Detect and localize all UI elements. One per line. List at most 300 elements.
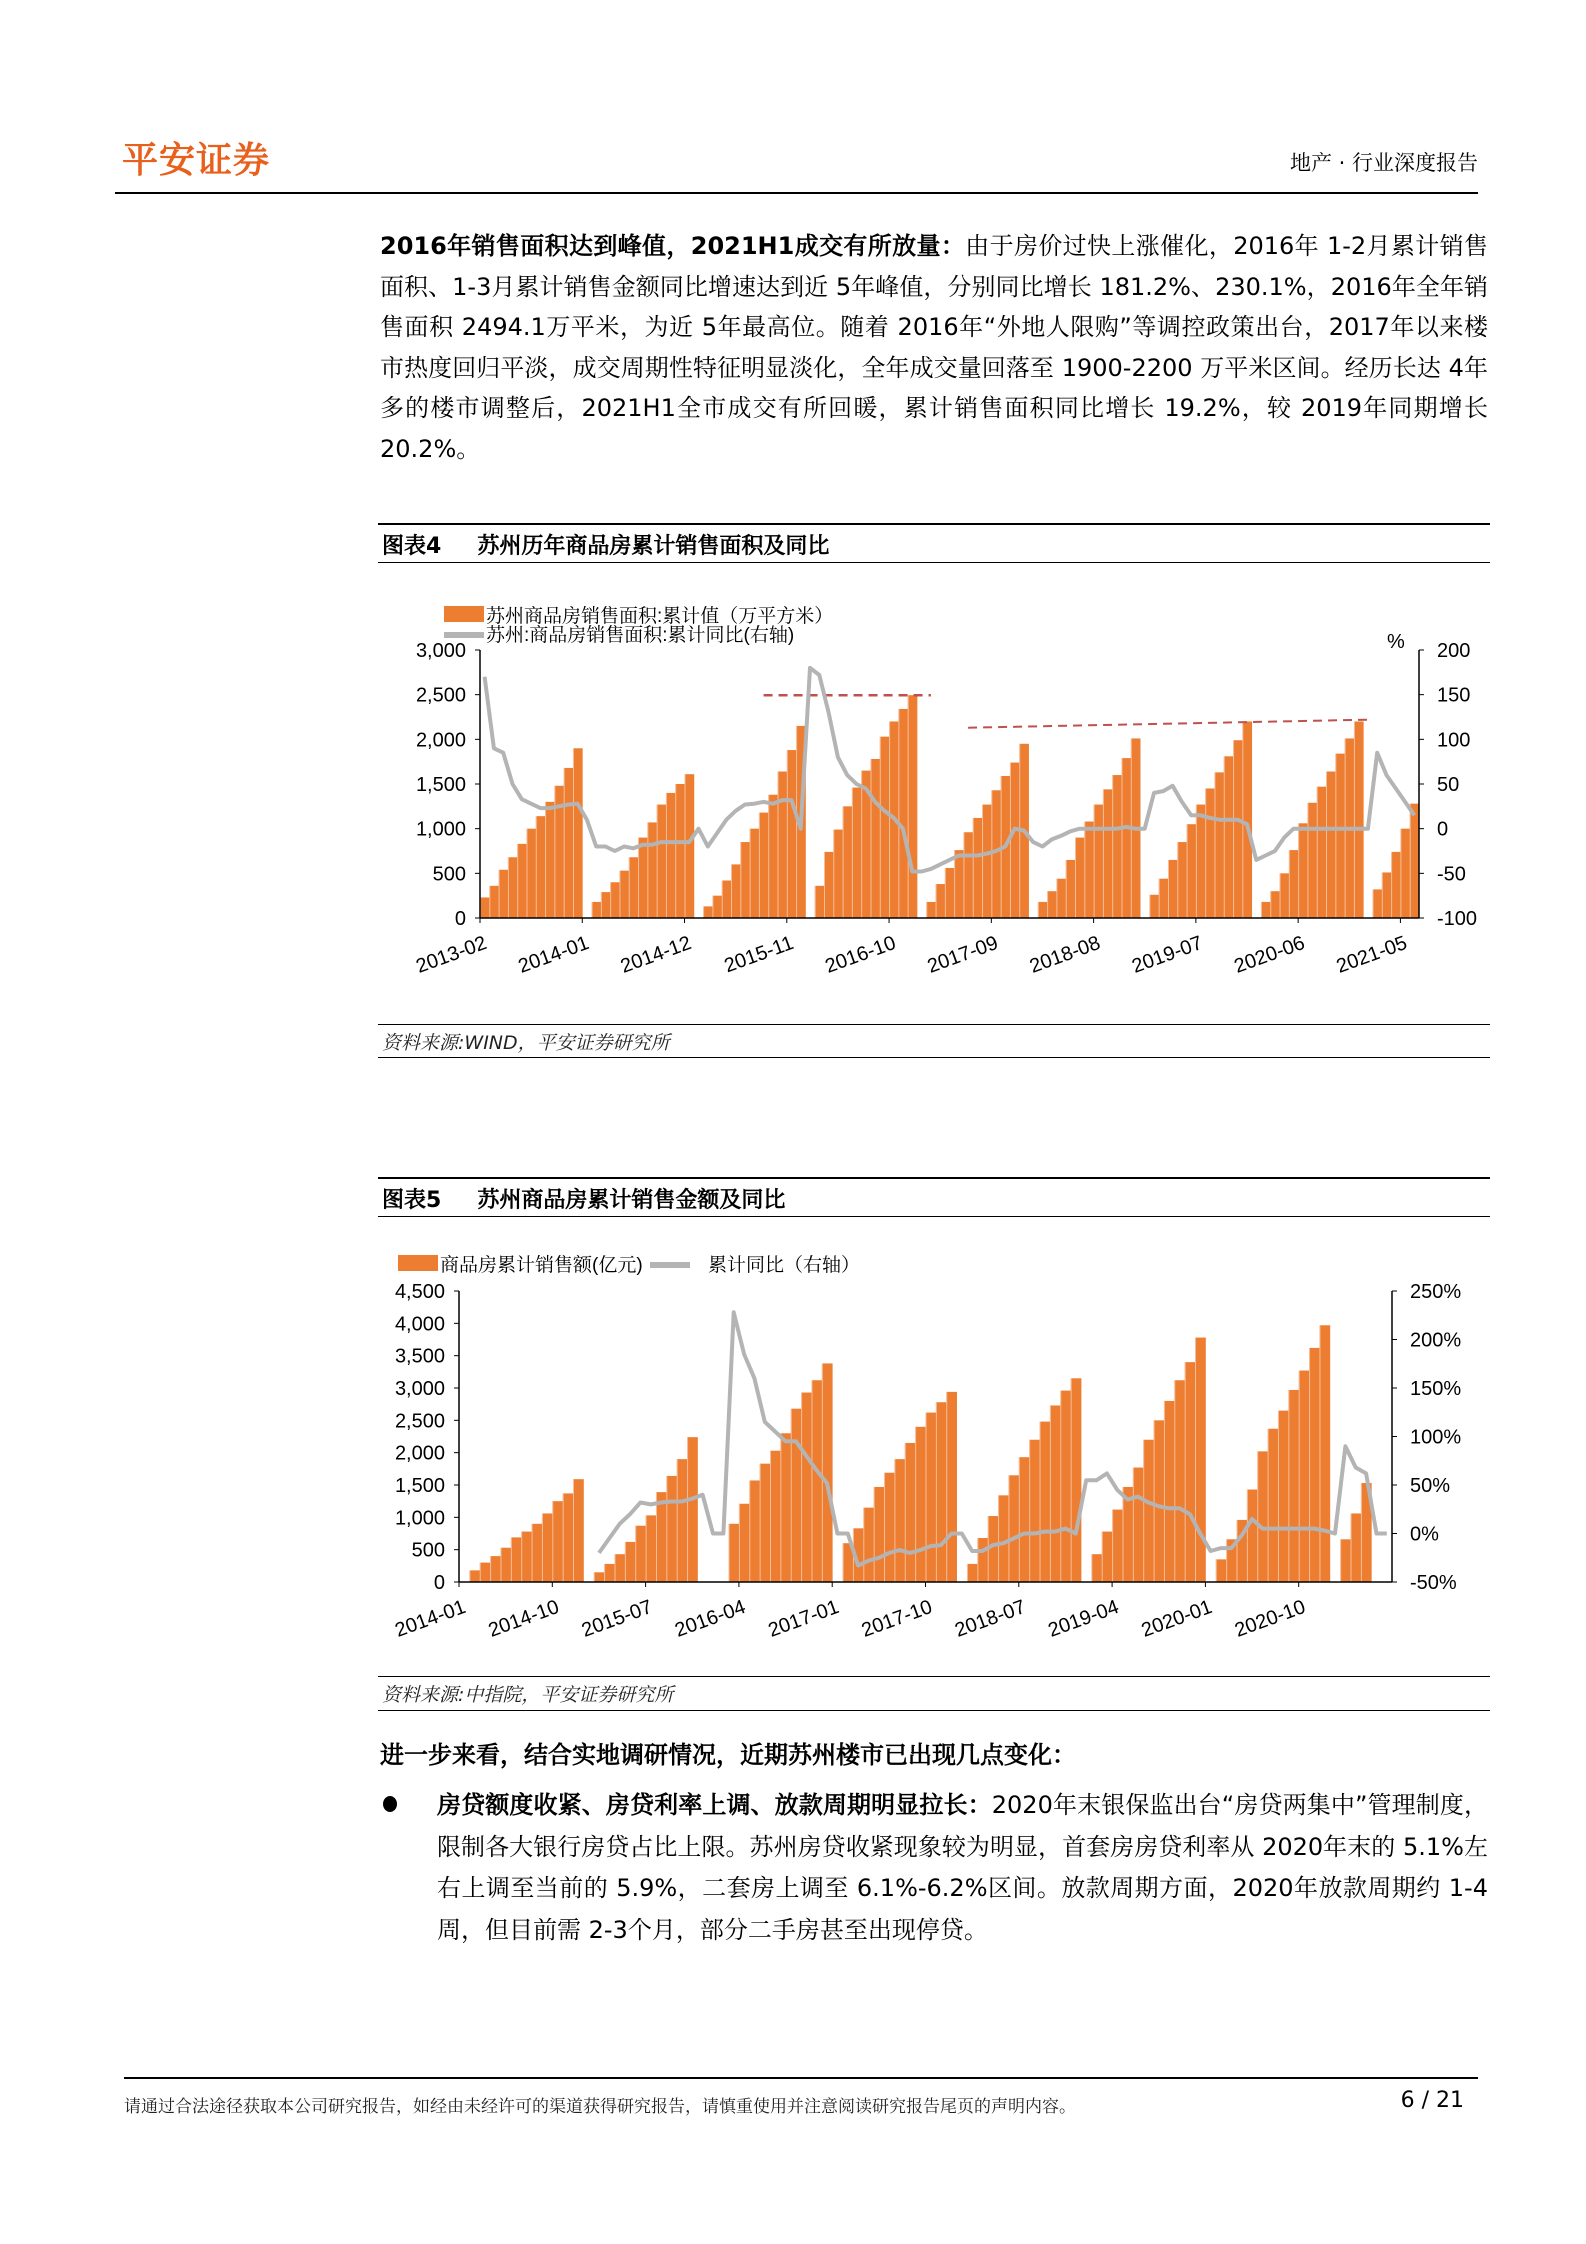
bar-separator	[884, 1473, 885, 1582]
bar	[1056, 879, 1066, 918]
bar-separator	[1133, 1468, 1134, 1582]
bar-separator	[787, 750, 788, 918]
bar-separator	[1205, 788, 1206, 918]
bar-separator	[1289, 850, 1290, 918]
bar	[1242, 721, 1252, 918]
right-tick-label: 250%	[1410, 1281, 1462, 1303]
bar-separator	[629, 857, 630, 918]
bar-separator	[843, 806, 844, 918]
right-tick-label: -50%	[1410, 1572, 1457, 1594]
bar-separator	[1047, 891, 1048, 918]
right-tick-label: 50	[1437, 774, 1460, 796]
x-tick-label: 2018-07	[952, 1596, 1029, 1642]
bar	[768, 795, 778, 918]
bar-separator	[954, 850, 955, 918]
bar	[811, 1380, 822, 1582]
bar	[1382, 872, 1392, 918]
legend-bar-swatch	[444, 606, 484, 622]
bar-separator	[1154, 1420, 1155, 1582]
bar-separator	[1340, 1539, 1341, 1582]
x-tick-label: 2020-06	[1231, 932, 1308, 978]
bar	[1121, 758, 1131, 918]
fig5-bottom-rule	[378, 1710, 1490, 1711]
bar	[750, 829, 760, 918]
bar	[1168, 860, 1178, 918]
bar	[1224, 756, 1234, 918]
bar-separator	[926, 902, 927, 918]
bar-separator	[811, 1380, 812, 1582]
bar	[739, 1504, 750, 1582]
bar-separator	[1196, 805, 1197, 918]
x-tick-label: 2016-04	[672, 1596, 749, 1642]
bar	[926, 902, 936, 918]
bar-separator	[833, 830, 834, 918]
bar	[973, 818, 983, 918]
left-tick-label: 2,000	[394, 1442, 445, 1465]
report-section: 地产 · 行业深度报告	[1289, 151, 1478, 175]
x-tick-label: 2017-09	[924, 932, 1002, 978]
bar-separator	[526, 829, 527, 918]
bullet-lead: 房贷额度收紧、房贷利率上调、放款周期明显拉长：	[437, 1791, 992, 1819]
x-tick-label: 2019-04	[1045, 1596, 1122, 1642]
bar-separator	[750, 829, 751, 918]
bar	[1084, 822, 1094, 918]
bar	[563, 1493, 574, 1582]
bar-separator	[1410, 804, 1411, 918]
bar	[666, 793, 676, 918]
bar-separator	[499, 870, 500, 918]
bar	[1280, 873, 1290, 918]
bar-separator	[511, 1537, 512, 1582]
right-tick-label: -100	[1437, 908, 1478, 930]
x-tick-label: 2015-11	[721, 932, 797, 978]
bar	[1164, 1401, 1175, 1582]
x-tick-label: 2019-07	[1129, 932, 1206, 978]
bar-separator	[731, 864, 732, 918]
left-tick-label: 1,000	[415, 818, 466, 841]
bar-separator	[657, 805, 658, 918]
bar	[1391, 852, 1401, 918]
bar	[1335, 754, 1345, 918]
right-tick-label: 100	[1437, 729, 1471, 752]
bar	[1047, 891, 1057, 918]
bar-separator	[870, 759, 871, 918]
bar	[1326, 771, 1336, 918]
bar	[1075, 838, 1085, 918]
right-tick-label: 0	[1437, 818, 1449, 841]
bar-separator	[1361, 1483, 1362, 1582]
bullet-body: 2020年末银保监出台“房贷两集中”管理制度，限制各大银行房贷占比上限。苏州房贷收紧现象较为明显，首套房房贷利率从 2020年末的 5.1%左右上调至当前的 5.9%，二套房上调至 6.1%-6.2%区间。放款周期方面，2020年放款周期约 1-4周，但目前需 2-3个月，部分二手房甚至出现停贷。	[437, 1791, 1488, 1944]
bar	[787, 750, 797, 918]
bar-separator	[1247, 1490, 1248, 1582]
bar-separator	[1214, 772, 1215, 918]
bar-separator	[500, 1548, 501, 1582]
bar	[1288, 1390, 1299, 1582]
bar	[1205, 788, 1215, 918]
bar-separator	[1307, 803, 1308, 918]
bar	[542, 1513, 553, 1582]
bar	[791, 1409, 802, 1582]
page-number: 6 / 21	[1400, 2088, 1464, 2113]
bar	[759, 813, 769, 918]
bar-separator	[542, 1513, 543, 1582]
x-tick-label: 2021-05	[1333, 932, 1411, 978]
bar	[1091, 1554, 1102, 1582]
bar-separator	[1071, 1378, 1072, 1582]
bar	[1298, 823, 1308, 918]
bar-separator	[1094, 805, 1095, 918]
right-tick-label: 0%	[1410, 1523, 1439, 1546]
bar	[1247, 1490, 1258, 1582]
bar	[545, 802, 555, 918]
bar	[967, 1564, 978, 1582]
bar	[657, 805, 667, 918]
bar-separator	[573, 748, 574, 918]
bar-separator	[880, 737, 881, 918]
left-tick-label: 1,500	[415, 774, 466, 796]
bar-separator	[604, 1564, 605, 1582]
bar	[749, 1480, 760, 1582]
bar-separator	[489, 886, 490, 918]
bar	[1040, 1422, 1051, 1582]
bar	[635, 1526, 646, 1582]
bar-separator	[685, 774, 686, 918]
bar-separator	[759, 813, 760, 918]
bar-separator	[915, 1427, 916, 1582]
bar-separator	[687, 1437, 688, 1582]
left-tick-label: 500	[432, 863, 466, 886]
fig4-source-rule	[378, 1024, 1490, 1025]
bar-separator	[1185, 1362, 1186, 1582]
bar-separator	[1268, 1429, 1269, 1582]
legend-bar-label: 苏州商品房销售面积:累计值（万平方米）	[486, 606, 834, 627]
bar	[526, 829, 536, 918]
brand-logo: 平安证券	[122, 140, 271, 181]
x-tick-label: 2013-02	[413, 932, 490, 978]
bar-separator	[666, 1476, 667, 1582]
bar-separator	[822, 1363, 823, 1582]
bar-separator	[936, 884, 937, 918]
bar-separator	[1270, 891, 1271, 918]
bar	[1159, 879, 1169, 918]
bar-separator	[1112, 1510, 1113, 1582]
bar	[517, 844, 527, 918]
bar	[573, 748, 583, 918]
bar-separator	[517, 844, 518, 918]
left-tick-label: 3,000	[415, 640, 466, 662]
paragraph-lead: 2016年销售面积达到峰值，2021H1成交有所放量：	[380, 232, 966, 260]
bar-separator	[656, 1492, 657, 1582]
bar	[1185, 1362, 1196, 1582]
bar	[647, 822, 657, 918]
bar	[1317, 787, 1327, 918]
paragraph-changes-intro: 进一步来看，结合实地调研情况，近期苏州楼市已出现几点变化：	[380, 1741, 1076, 1769]
fig4-bottom-rule	[378, 1057, 1490, 1058]
bar	[1410, 804, 1420, 918]
bar-separator	[675, 784, 676, 918]
bar	[824, 852, 834, 918]
fig5-title-rule	[378, 1216, 1490, 1217]
bar	[629, 857, 639, 918]
bar	[521, 1532, 532, 1582]
bar	[1038, 902, 1048, 918]
bar	[1060, 1391, 1071, 1582]
right-tick-label: 50%	[1410, 1475, 1451, 1497]
left-tick-label: 500	[411, 1539, 445, 1562]
fig4-top-rule	[378, 523, 1490, 525]
bar-separator	[801, 1393, 802, 1582]
bar	[1257, 1451, 1268, 1582]
bar	[594, 1572, 605, 1582]
left-tick-label: 3,000	[394, 1378, 445, 1400]
bar-separator	[1319, 1325, 1320, 1582]
bar	[1214, 772, 1224, 918]
bar	[532, 1524, 543, 1582]
bar	[646, 1515, 657, 1582]
bar-separator	[1195, 1338, 1196, 1582]
bar	[898, 709, 908, 918]
bar-separator	[1038, 902, 1039, 918]
bar	[1373, 889, 1383, 918]
bar-separator	[1159, 879, 1160, 918]
bar-separator	[552, 1501, 553, 1582]
bar	[863, 1508, 874, 1582]
bar-separator	[573, 1479, 574, 1582]
bar-separator	[1299, 1371, 1300, 1582]
bar	[874, 1487, 885, 1582]
fig5-source: 资料来源:中指院，平安证券研究所	[382, 1684, 674, 1706]
bar-separator	[963, 832, 964, 918]
fig5-chart	[378, 1240, 1490, 1670]
bar-separator	[1174, 1380, 1175, 1582]
bar	[982, 805, 992, 918]
bar	[1299, 1371, 1310, 1582]
bar	[490, 1556, 501, 1582]
bar-separator	[843, 1543, 844, 1582]
fig5-title-text: 苏州商品房累计销售金额及同比	[477, 1188, 786, 1213]
right-axis-unit: %	[1387, 631, 1405, 653]
x-tick-label: 2014-01	[515, 932, 592, 978]
bar-separator	[1121, 758, 1122, 918]
bar	[666, 1476, 677, 1582]
x-tick-label: 2014-01	[392, 1596, 469, 1642]
x-tick-label: 2017-01	[765, 1596, 842, 1642]
bar-separator	[739, 1504, 740, 1582]
bar	[677, 1459, 688, 1582]
bar	[1216, 1559, 1227, 1582]
bar-separator	[768, 795, 769, 918]
bar	[500, 1548, 511, 1582]
bar	[573, 1479, 584, 1582]
bar-separator	[1373, 889, 1374, 918]
bar-separator	[646, 1515, 647, 1582]
paragraph-body: 由于房价过快上涨催化，2016年 1-2月累计销售面积、1-3月累计销售金额同比增速达到近 5年峰值，分别同比增长 181.2%、230.1%，2016年全年销售面积 2494.1万平米，为近 5年最高位。随着 2016年“外地人限购”等调控政策出台，2017年以来楼市热度回归平淡，成交周期性特征明显淡化，全年成交量回落至 1900-2200 万平米区间。经历长达 4年多的楼市调整后，2021H1全市成交有所回暖，累计销售面积同比增长 19.2%，较 2019年同期增长 20.2%。	[380, 232, 1488, 463]
bar	[1340, 1539, 1351, 1582]
bar	[1268, 1429, 1279, 1582]
bar	[1319, 1325, 1330, 1582]
bar	[675, 784, 685, 918]
bar	[619, 871, 629, 918]
bar	[908, 695, 918, 918]
bar	[656, 1492, 667, 1582]
bar-separator	[563, 1493, 564, 1582]
header-divider	[115, 192, 1478, 194]
bar	[638, 838, 648, 918]
fig5-top-rule	[378, 1177, 1490, 1179]
bar	[998, 1495, 1009, 1582]
bar	[926, 1413, 937, 1582]
bar-separator	[1029, 1440, 1030, 1582]
bar	[1133, 1468, 1144, 1582]
bar	[843, 806, 853, 918]
bar	[1143, 1440, 1154, 1582]
fig4-label: 图表4	[382, 534, 442, 559]
bar	[687, 1437, 698, 1582]
bar-separator	[610, 882, 611, 918]
bar-separator	[1164, 1401, 1165, 1582]
bar	[915, 1427, 926, 1582]
bar	[1289, 850, 1299, 918]
bar-separator	[480, 1563, 481, 1582]
bar-separator	[1278, 1411, 1279, 1582]
bar-separator	[1050, 1405, 1051, 1582]
bar-separator	[1257, 1451, 1258, 1582]
bar-separator	[635, 1526, 636, 1582]
bar	[870, 759, 880, 918]
bar-separator	[945, 868, 946, 918]
bar	[1154, 1420, 1165, 1582]
left-tick-label: 3,500	[394, 1345, 445, 1368]
bar-separator	[1298, 823, 1299, 918]
left-tick-label: 1,500	[394, 1475, 445, 1497]
bar	[1029, 1440, 1040, 1582]
yoy-line	[485, 668, 1415, 872]
bar	[712, 896, 722, 918]
bar-separator	[1112, 775, 1113, 918]
bar	[610, 882, 620, 918]
bar	[954, 850, 964, 918]
bar-separator	[1351, 1513, 1352, 1582]
bar-separator	[1103, 789, 1104, 918]
bar-separator	[1008, 1475, 1009, 1582]
bar	[489, 886, 499, 918]
bar-separator	[532, 1524, 533, 1582]
bar-separator	[1149, 895, 1150, 918]
bar	[469, 1570, 480, 1582]
bar	[936, 1402, 947, 1582]
bar-separator	[1288, 1390, 1289, 1582]
bar-separator	[926, 1413, 927, 1582]
bar	[946, 1392, 957, 1582]
bar	[1177, 842, 1187, 918]
bar-separator	[1391, 852, 1392, 918]
bar-separator	[545, 802, 546, 918]
bar-separator	[1400, 829, 1401, 918]
right-tick-label: 200%	[1410, 1329, 1462, 1352]
bar	[1309, 1348, 1320, 1582]
bar-separator	[874, 1487, 875, 1582]
fig5-source-rule	[378, 1676, 1490, 1677]
bar	[852, 788, 862, 918]
left-tick-label: 4,500	[394, 1281, 445, 1303]
bar	[480, 1563, 491, 1582]
legend-line-label: 苏州:商品房销售面积:累计同比(右轴)	[486, 625, 795, 646]
bar-separator	[1261, 902, 1262, 918]
bar-separator	[601, 892, 602, 918]
bar	[480, 897, 490, 918]
bar-separator	[770, 1451, 771, 1582]
bar-separator	[1237, 1520, 1238, 1582]
bar	[884, 1473, 895, 1582]
bar-separator	[638, 838, 639, 918]
bar-separator	[1280, 873, 1281, 918]
bar	[499, 870, 509, 918]
legend-bar-swatch	[398, 1255, 438, 1271]
left-tick-label: 0	[454, 908, 466, 930]
bar	[703, 906, 713, 918]
x-tick-label: 2016-10	[822, 932, 899, 978]
bar	[1174, 1380, 1185, 1582]
bar	[936, 884, 946, 918]
bar-separator	[1226, 1539, 1227, 1582]
bar	[536, 816, 546, 918]
bar	[880, 737, 890, 918]
fig5-label: 图表5	[382, 1188, 442, 1213]
x-tick-label: 2020-01	[1138, 1596, 1216, 1642]
bar	[601, 892, 611, 918]
bar	[815, 886, 825, 918]
bar-separator	[740, 842, 741, 918]
bar	[1066, 860, 1076, 918]
bar	[1103, 789, 1113, 918]
bar-separator	[861, 771, 862, 918]
bar-separator	[594, 1572, 595, 1582]
bar	[1196, 805, 1206, 918]
bullet-mortgage	[437, 1785, 1488, 1951]
fig4-title	[382, 529, 865, 560]
bar-separator	[1177, 842, 1178, 918]
bar	[780, 1433, 791, 1582]
bar	[1094, 805, 1104, 918]
bar	[552, 1501, 563, 1582]
bar	[905, 1443, 916, 1582]
left-tick-label: 2,000	[415, 729, 466, 752]
bar-separator	[712, 896, 713, 918]
fig4-title-text: 苏州历年商品房累计销售面积及同比	[477, 534, 830, 559]
bar	[760, 1464, 771, 1582]
bar-separator	[703, 906, 704, 918]
bar-separator	[1354, 721, 1355, 918]
peak-annotation-line	[968, 720, 1368, 728]
bar-separator	[1075, 838, 1076, 918]
x-tick-label: 2020-10	[1231, 1596, 1309, 1642]
x-tick-label: 2018-08	[1026, 932, 1104, 978]
left-tick-label: 2,500	[394, 1410, 445, 1433]
bar-separator	[863, 1508, 864, 1582]
left-tick-label: 2,500	[415, 684, 466, 707]
bar	[1261, 902, 1271, 918]
left-tick-label: 4,000	[394, 1313, 445, 1336]
bar-separator	[469, 1570, 470, 1582]
bar	[991, 790, 1001, 918]
bar	[977, 1538, 988, 1582]
bar-separator	[1060, 1391, 1061, 1582]
bar-separator	[946, 1392, 947, 1582]
bar	[740, 842, 750, 918]
bar	[1354, 721, 1364, 918]
bar	[592, 902, 602, 918]
bar-separator	[1309, 1348, 1310, 1582]
